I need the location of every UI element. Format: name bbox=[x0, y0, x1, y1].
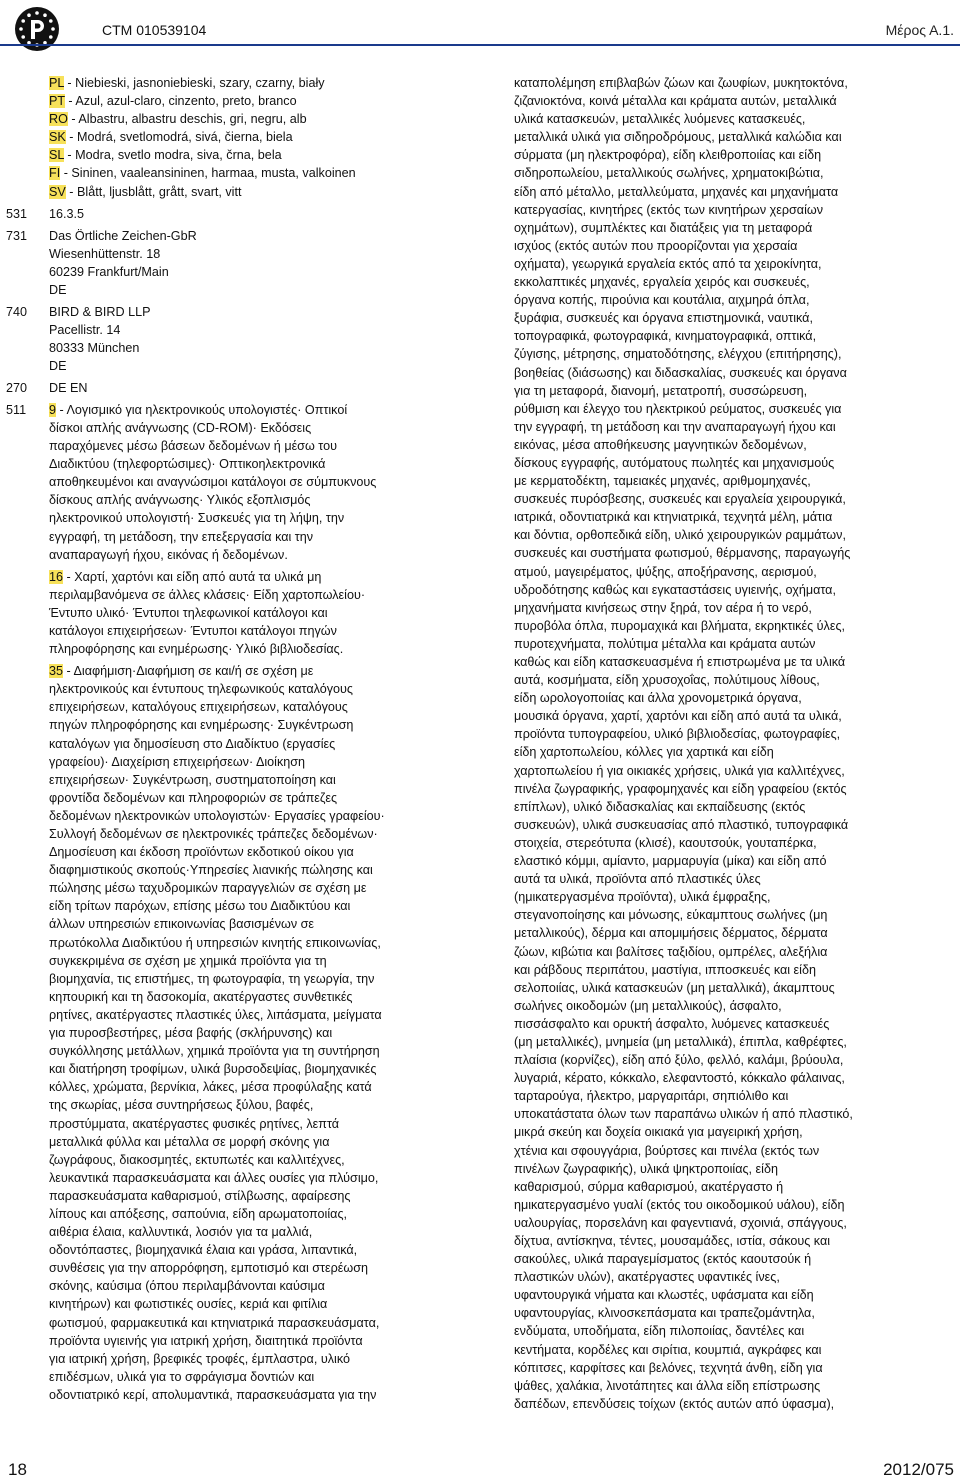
class-16-goods bbox=[49, 568, 460, 658]
language-colours: - Albastru, albastru deschis, gri, negru, alb bbox=[67, 112, 307, 127]
right-column-text: καταπολέμηση επιβλαβών ζώων και ζωυφίων, μυκητοκτόνα, ζιζανιοκτόνα, κοινά μέταλλα και κράματα αυτών, μεταλλικά υλικά κατασκευών, μεταλλικές λυόμενες κατασκευές, μεταλλικά υλικά για σιδηροδρόμους, μεταλλικά καλώδια και σύρματα (μη ηλεκτροφόρα), είδη κλειθροποιίας και είδη σιδηροπωλείου, μεταλλικούς σωλήνες, χρηματοκιβώτια, είδη από μέταλλο, μεταλλεύματα, μηχανές και μηχανήματα κατεργασίας, κινητήρες (εκτός των κινητήρων χερσαίων οχημάτων), συμπλέκτες και διατάξεις για τη μεταφορά ισχύος (εκτός αυτών που προορίζονται για χερσαία οχήματα), γεωργικά εργαλεία εκτός από τα χειροκίνητα, εκκολαπτικές μηχανές, εργαλεία χειρός και συσκευές, όργανα κοπής, πιρούνια και κουτάλια, αιχμηρά όπλα, ξυράφια, συσκευές και όργανα επιστημονικά, ναυτικά, τοπογραφικά, φωτογραφικά, κινηματογραφικά, οπτικά, ζύγισης, μέτρησης, σηματοδότησης, ελέγχου (επιτήρησης), βοηθείας (διάσωσης) και διδασκαλίας, συσκευές και όργανα για τη μεταφορά, διανομή, μετατροπή, συσσώρευση, ρύθμιση και έλεγχο του ηλεκτρικού ρεύματος, συσκευές για την εγγραφή, τη μετάδοση και την αναπαραγωγή ήχου και εικόνας, μέσα αποθήκευσης μαγνητικών δεδομένων, δίσκους εγγραφής, αυτόματους πωλητές και μηχανισμούς με κερματοδέκτη, ταμειακές μηχανές, αριθμομηχανές, συσκευές πυρόσβεσης, συσκευές και εργαλεία χειρουργικά, ιατρικά, οδοντιατρικά και κτηνιατρικά, τεχνητά μέλη, μάτια και δόντια, ορθοπεδικά είδη, υλικό χειρουργικών ραμμάτων, συσκευές και συστήματα φωτισμού, θέρμανσης, παραγωγής ατμού, μαγειρέματος, ψύξης, αποξήρανσης, αερισμού, υδροδότησης καθώς και εγκαταστάσεις υγιεινής, οχήματα, μηχανήματα κινήσεως στην ξηρά, τον αέρα ή το νερό, πυροβόλα όπλα, πυρομαχικά και βλήματα, εκρηκτικές ύλες, πυροτεχνήματα, πολύτιμα μέταλλα και κράματα αυτών καθώς και είδη κατασκευασμένα ή επιστρωμένα με τα υλικά αυτά, κοσμήματα, είδη χρυσοχοΐας, πολύτιμους λίθους, είδη ωρολογοποιίας και άλλα χρονομετρικά όργανα, μουσικά όργανα, χαρτί, χαρτόνι και είδη από αυτά τα υλικά, προϊόντα τυπογραφείου, υλικό βιβλιοδεσίας, φωτογραφίες, είδη χαρτοπωλείου, κόλλες για χαρτικά και είδη χαρτοπωλείου ή για οικιακές χρήσεις, υλικά για καλλιτέχνες, πινέλα ζωγραφικής, γραφομηχανές και είδη γραφείου (εκτός επίπλων), υλικό διδασκαλίας και εκπαίδευσης (εκτός συσκευών), υλικά συσκευασίας από πλαστικό, τυπογραφικά στοιχεία, στερεότυπα (κλισέ), καουτσούκ, γουταπέρκα, ελαστικό κόμμι, αμίαντο, μαρμαρυγία (μίκα) και είδη από αυτά τα υλικά, προϊόντα από πλαστικές ύλες (ημικατεργασμένα προϊόντα), υλικά έμφραξης, στεγανοποίησης και μόνωσης, εύκαμπτους σωλήνες (μη μεταλλικούς), δέρμα και απομιμήσεις δέρματος, δέρματα ζώων, κιβώτια και βαλίτσες ταξιδίου, ομπρέλες, αλεξήλια και ράβδους περιπάτου, μαστίγια, ιπποσκευές και είδη σελοποιίας, υλικά κατασκευών (μη μεταλλικά), άκαμπτους σωλήνες οικοδομών (μη μεταλλικούς), άσφαλτο, πισσάσφαλτο και ορυκτή άσφαλτο, λυόμενες κατασκευές (μη μεταλλικές), μνημεία (μη μεταλλικά), έπιπλα, καθρέφτες, πλαίσια (κορνίζες), είδη από ξύλο, φελλό, καλάμι, βρύουλα, λυγαριά, κέρατο, κόκκαλο, ελεφαντοστό, κόκκαλο φάλαινας, ταρταρούγα, ήλεκτρο, μαργαριτάρι, σηπιόλιθο και υποκατάστατα όλων των παραπάνω υλικών ή από πλαστικό, μικρά σκεύη και δοχεία οικιακά για μαγειρική χρήση, χτένια και σφουγγάρια, βούρτσες και πινέλα (εκτός των πινέλων ζωγραφικής), υλικά ψηκτροποιίας, είδη καθαρισμού, σύρμα καθαρισμού, ακατέργαστο ή ημικατεργασμένο γυαλί (εκτός του οικοδομικού υάλου), είδη υαλουργίας, πορσελάνη και φαγεντιανά, σχοινιά, σπάγγους, δίχτυα, αντίσκηνα, τέντες, μουσαμάδες, ιστία, σάκους και σακούλες, υλικά παραγεμίσματος (εκτός καουτσούκ ή πλαστικών υλών), ακατέργαστες υφαντικές ίνες, υφαντουργικά νήματα και κλωστές, υφάσματα και είδη υφαντουργίας, κλινοσκεπάσματα και τραπεζομάντηλα, ενδύματα, υποδήματα, είδη πιλοποιίας, δαντέλες και κεντήματα, κορδέλες και σιρίτια, κουμπιά, αγκράφες και κόπιτσες, καρφίτσες και βελόνες, τεχνητά άνθη, είδη για ψάθες, χαλάκια, λινοτάπητες και άλλα είδη επίστρωσης δαπέδων, επενδύσεις τοίχων (εκτός αυτών από ύφασμα), bbox=[514, 76, 853, 1411]
class-35-services bbox=[49, 662, 460, 1404]
language-colours: - Azul, azul-claro, cinzento, preto, branco bbox=[64, 94, 297, 109]
language-colours: - Niebieski, jasnoniebieski, szary, czarny, biały bbox=[63, 76, 325, 90]
owner-city: 60239 Frankfurt/Main bbox=[49, 264, 169, 279]
field-531 bbox=[0, 205, 460, 223]
class-description: - Διαφήμιση·Διαφήμιση σε και/ή σε σχέση με ηλεκτρονικούς και έντυπους τηλεφωνικούς καταλόγους επιχειρήσεων, καταλόγους επιχειρήσεων, καταλόγους πηγών πληροφόρησης και ενημέρωσης· Συγκέντρωση καταλόγων για δημοσίευση στο Διαδίκτυο (εργασίες γραφείου)· Διαχείριση επιχειρήσεων· Διοίκηση επιχειρήσεων· Συγκέντρωση, συστηματοποίηση και φροντίδα δεδομένων και πληροφοριών σε τράπεζες δεδομένων ηλεκτρονικών υπολογιστών· Εργασίες γραφείου· Συλλογή δεδομένων σε ηλεκτρονικές τράπεζες δεδομένων· Δημοσίευση και έκδοση προϊόντων εκδοτικού οίκου για διαφημιστικούς σκοπούς·Υπηρεσίες λιανικής πώλησης και πώλησης μέσω ταχυδρομικών παραγγελιών σε σχέση με είδη τρίτων παρόχων, επίσης μέσω του Διαδικτύου και άλλων υπηρεσιών επικοινωνίας βασισμένων σε πρωτόκολλα Διαδικτύου ή υπηρεσιών κινητής επικοινωνίας, συγκεκριμένα σε σχέση με χημικά προϊόντα για τη βιομηχανία, τις επιστήμες, τη φωτογραφία, τη γεωργία, την κηπουρική και τη δασοκομία, ακατέργαστες συνθετικές ρητίνες, ακατέργαστες πλαστικές ύλες, λιπάσματα, μείγματα για πυροσβεστήρες, μέσα βαφής (σκλήρυνσης) και συγκόλλησης μετάλλων, χημικά προϊόντα για τη συντήρηση και διατήρηση τροφίμων, υλικά βυρσοδεψίας, βιομηχανικές κόλλες, χρώματα, βερνίκια, λάκες, μέσα προφύλαξης κατά της σκωρίας, μέσα συντηρήσεως ξύλου, βαφές, προστύμματα, ακατέργαστες φυσικές ρητίνες, λεπτά μεταλλικά φύλλα και μέταλλα σε μορφή σκόνης για ζωγράφους, διακοσμητές, εκτυπωτές και καλλιτέχνες, λευκαντικά παρασκευάσματα και άλλες ουσίες για πλύσιμο, παρασκευάσματα καθαρισμού, στίλβωσης, αφαίρεσης λίπους και απόξεσης, σαπούνια, είδη αρωματοποιίας, αιθέρια έλαια, καλλυντικά, λοσιόν για τα μαλλιά, οδοντόπαστες, βιομηχανικά έλαια και γράσα, λιπαντικά, συνθέσεις για την απορρόφηση, εμποτισμό και στερέωση σκόνης, καύσιμα (όπου περιλαμβάνονται καύσιμα κινητήρων) και φωτιστικές ουσίες, κεριά και φιτίλια φωτισμού, φαρμακευτικά και κτηνιατρικά παρασκευάσματα, προϊόντα υγιεινής για ιατρική χρήση, διαιτητικά προϊόντα για ιατρική χρήση, βρεφικές τροφές, έμπλαστρα, υλικό επιδέσμων, υλικά για το σφράγισμα δοντιών και οδοντιατρικό κερί, απολυμαντικά, παρασκευάσματα για την bbox=[49, 664, 385, 1402]
language-colours: - Modra, svetlo modra, siva, črna, bela bbox=[63, 148, 282, 163]
bulletin-issue: 2012/075 bbox=[883, 1460, 954, 1479]
field-270-languages bbox=[0, 379, 460, 397]
representative-street: Pacellistr. 14 bbox=[49, 322, 121, 337]
language-code: PL bbox=[49, 76, 64, 90]
class-number: 9 bbox=[49, 402, 57, 417]
class-number: 16 bbox=[49, 569, 64, 584]
field-code: 531 bbox=[6, 206, 28, 221]
field-731-owner bbox=[0, 227, 460, 299]
page-number: 18 bbox=[8, 1460, 27, 1479]
language-code: SL bbox=[49, 148, 64, 163]
language-line bbox=[0, 92, 460, 110]
part-label: Μέρος Α.1. bbox=[885, 22, 954, 38]
language-line bbox=[0, 164, 460, 182]
field-740-representative bbox=[0, 303, 460, 375]
class-description: - Χαρτί, χαρτόνι και είδη από αυτά τα υλικά μη περιλαμβανόμενα σε άλλες κλάσεις· Είδη χαρτοπωλείου· Έντυπο υλικό· Έντυποι τηλεφωνικοί κατάλογοι και κατάλογοι επιχειρήσεων· Έντυποι κατάλογοι πηγών πληροφόρησης και ενημέρωσης· Υλικό βιβλιοδεσίας. bbox=[49, 569, 366, 657]
language-code: SV bbox=[49, 184, 66, 199]
language-line bbox=[0, 183, 460, 201]
language-code: SK bbox=[49, 130, 66, 145]
language-line bbox=[0, 74, 460, 92]
field-code: 270 bbox=[6, 380, 28, 395]
field-code: 740 bbox=[6, 304, 28, 319]
field-value: DE EN bbox=[49, 380, 88, 395]
field-code: 731 bbox=[6, 228, 28, 243]
class-description: - Λογισμικό για ηλεκτρονικούς υπολογιστές· Οπτικοί δίσκοι απλής ανάγνωσης (CD-ROM)· Εκδόσεις παραχόμενες μέσω βάσεων δεδομένων ή μέσω του Διαδικτύου (τηλεφορτώσιμες)· Οπτικοηλεκτρονικά αποθηκευμένοι και αναγνώσιμοι κατάλογοι σε σύμπυκνους δίσκους απλής ανάγνωσης· Υλικός εξοπλισμός ηλεκτρονικού υπολογιστή· Συσκευές για τη λήψη, την εγγραφή, τη μετάδοση, την επεξεργασία και την αναπαραγωγή ήχου, εικόνας ή δεδομένων. bbox=[49, 402, 377, 562]
field-code: 511 bbox=[6, 402, 27, 417]
page-header bbox=[0, 0, 960, 58]
document-id: CTM 010539104 bbox=[102, 22, 207, 38]
language-line bbox=[0, 110, 460, 128]
owner-name: Das Örtliche Zeichen-GbR bbox=[49, 228, 197, 243]
language-line bbox=[0, 146, 460, 164]
class-number: 35 bbox=[49, 664, 64, 679]
language-code: PT bbox=[49, 94, 65, 109]
language-colours: - Modrá, svetlomodrá, sivá, čierna, biela bbox=[65, 130, 293, 145]
owner-street: Wiesenhüttenstr. 18 bbox=[49, 246, 161, 261]
field-value: 16.3.5 bbox=[49, 206, 85, 221]
language-line bbox=[0, 128, 460, 146]
class-9-goods bbox=[49, 401, 460, 564]
left-column bbox=[0, 74, 460, 1408]
language-colours: - Sininen, vaaleansininen, harmaa, musta, valkoinen bbox=[60, 166, 356, 181]
field-511-goods bbox=[0, 401, 460, 1404]
language-code: RO bbox=[49, 112, 68, 127]
owner-country: DE bbox=[49, 282, 67, 297]
representative-country: DE bbox=[49, 358, 67, 373]
representative-name: BIRD & BIRD LLP bbox=[49, 304, 151, 319]
representative-city: 80333 München bbox=[49, 340, 140, 355]
header-rule bbox=[0, 44, 960, 46]
language-colours: - Blått, ljusblått, grått, svart, vitt bbox=[65, 184, 242, 199]
language-code: FI bbox=[49, 166, 61, 181]
